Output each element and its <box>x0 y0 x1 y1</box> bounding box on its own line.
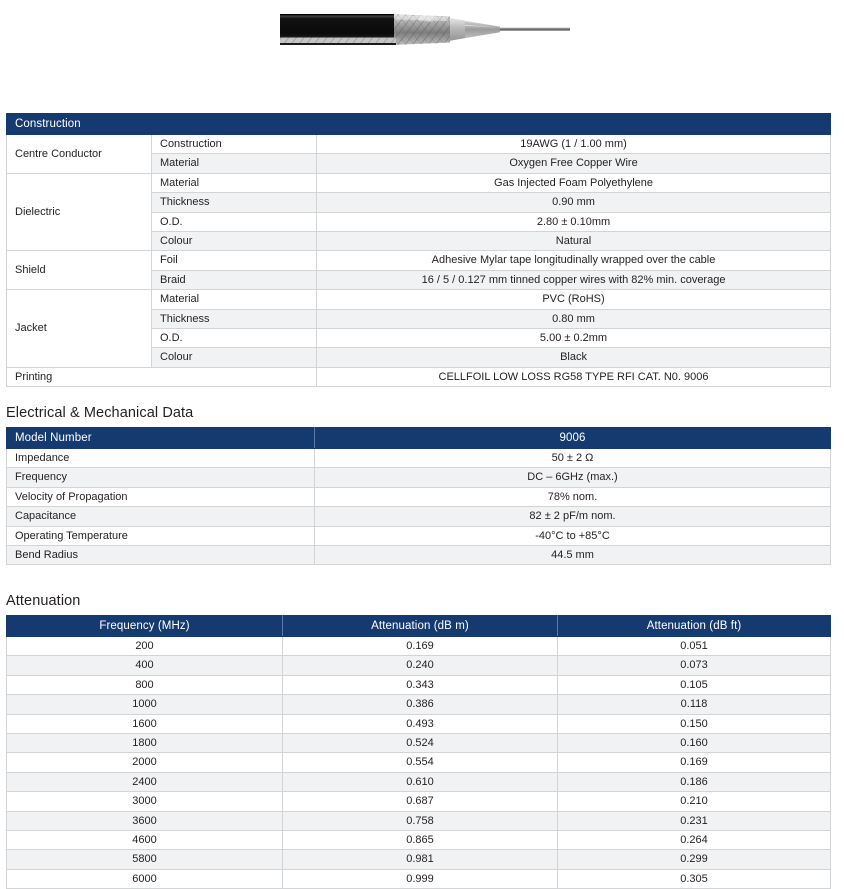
row-label: Braid <box>152 270 317 289</box>
row-label: Operating Temperature <box>7 526 315 545</box>
row-value: 0.80 mm <box>317 309 831 328</box>
table-row <box>7 526 831 545</box>
row-value: 16 / 5 / 0.127 mm tinned copper wires with 82% min. coverage <box>317 270 831 289</box>
cell-atten-dbm: 0.981 <box>283 850 558 869</box>
table-row <box>7 753 831 772</box>
group-label-shield: Shield <box>7 251 152 290</box>
electrical-table-header-row <box>7 428 831 449</box>
row-value: 82 ± 2 pF/m nom. <box>315 507 831 526</box>
cell-atten-dbft: 0.169 <box>558 753 831 772</box>
table-row <box>7 487 831 506</box>
product-image <box>0 0 844 96</box>
cell-atten-dbm: 0.865 <box>283 831 558 850</box>
row-label: Material <box>152 290 317 309</box>
cell-frequency: 6000 <box>7 869 283 888</box>
attenuation-section <box>0 593 831 889</box>
cell-frequency: 400 <box>7 656 283 675</box>
cell-atten-dbft: 0.051 <box>558 637 831 656</box>
column-header-frequency: Frequency (MHz) <box>7 616 283 637</box>
row-value: 5.00 ± 0.2mm <box>317 329 831 348</box>
row-label: Capacitance <box>7 507 315 526</box>
cell-atten-dbft: 0.305 <box>558 869 831 888</box>
table-row <box>7 546 831 565</box>
row-value: Black <box>317 348 831 367</box>
table-row <box>7 675 831 694</box>
cell-atten-dbft: 0.105 <box>558 675 831 694</box>
cell-atten-dbm: 0.758 <box>283 811 558 830</box>
cell-frequency: 4600 <box>7 831 283 850</box>
cell-frequency: 5800 <box>7 850 283 869</box>
table-row <box>7 850 831 869</box>
table-row <box>7 251 831 270</box>
column-header-attenuation-db-m: Attenuation (dB m) <box>283 616 558 637</box>
cell-atten-dbft: 0.264 <box>558 831 831 850</box>
construction-table <box>6 113 831 387</box>
table-row <box>7 449 831 468</box>
group-label-centre-conductor: Centre Conductor <box>7 135 152 174</box>
cell-atten-dbm: 0.524 <box>283 734 558 753</box>
row-value: 0.90 mm <box>317 193 831 212</box>
attenuation-heading: Attenuation <box>6 593 81 609</box>
table-row <box>7 656 831 675</box>
row-label: Thickness <box>152 309 317 328</box>
electrical-section <box>0 405 831 565</box>
electrical-table <box>6 427 831 565</box>
cell-atten-dbm: 0.999 <box>283 869 558 888</box>
row-label: Foil <box>152 251 317 270</box>
cell-atten-dbm: 0.240 <box>283 656 558 675</box>
row-value: 19AWG (1 / 1.00 mm) <box>317 135 831 154</box>
row-label: Colour <box>152 232 317 251</box>
construction-table-header-row <box>7 114 831 135</box>
construction-section <box>0 113 831 387</box>
row-label: Impedance <box>7 449 315 468</box>
cell-atten-dbm: 0.554 <box>283 753 558 772</box>
construction-table-body <box>7 135 831 387</box>
row-value: Natural <box>317 232 831 251</box>
cell-frequency: 1600 <box>7 714 283 733</box>
attenuation-table-header-row <box>7 616 831 637</box>
cell-atten-dbm: 0.610 <box>283 772 558 791</box>
row-value: DC – 6GHz (max.) <box>315 468 831 487</box>
row-label: Bend Radius <box>7 546 315 565</box>
attenuation-table-body <box>7 637 831 889</box>
cell-frequency: 3000 <box>7 792 283 811</box>
attenuation-table <box>6 615 831 889</box>
row-value: -40°C to +85°C <box>315 526 831 545</box>
table-row <box>7 468 831 487</box>
row-label: O.D. <box>152 329 317 348</box>
row-label: Material <box>152 173 317 192</box>
cell-frequency: 1000 <box>7 695 283 714</box>
cell-atten-dbm: 0.169 <box>283 637 558 656</box>
table-row <box>7 695 831 714</box>
row-label: O.D. <box>152 212 317 231</box>
cell-atten-dbft: 0.299 <box>558 850 831 869</box>
table-row <box>7 831 831 850</box>
cell-atten-dbm: 0.386 <box>283 695 558 714</box>
table-row <box>7 714 831 733</box>
row-label: Thickness <box>152 193 317 212</box>
cell-atten-dbft: 0.150 <box>558 714 831 733</box>
row-value: CELLFOIL LOW LOSS RG58 TYPE RFI CAT. N0. 9006 <box>317 367 831 386</box>
cell-atten-dbft: 0.118 <box>558 695 831 714</box>
model-number-value: 9006 <box>315 428 831 449</box>
row-value: 2.80 ± 0.10mm <box>317 212 831 231</box>
cell-atten-dbm: 0.493 <box>283 714 558 733</box>
row-value: 78% nom. <box>315 487 831 506</box>
table-row <box>7 290 831 309</box>
cell-atten-dbft: 0.186 <box>558 772 831 791</box>
table-row <box>7 507 831 526</box>
table-row <box>7 734 831 753</box>
cell-atten-dbft: 0.073 <box>558 656 831 675</box>
cell-atten-dbm: 0.343 <box>283 675 558 694</box>
group-label-jacket: Jacket <box>7 290 152 368</box>
cell-frequency: 2400 <box>7 772 283 791</box>
table-row <box>7 792 831 811</box>
row-value: 44.5 mm <box>315 546 831 565</box>
table-row <box>7 637 831 656</box>
row-label: Construction <box>152 135 317 154</box>
column-header-attenuation-db-ft: Attenuation (dB ft) <box>558 616 831 637</box>
model-number-header: Model Number <box>7 428 315 449</box>
row-value: Adhesive Mylar tape longitudinally wrapped over the cable <box>317 251 831 270</box>
table-row <box>7 367 831 386</box>
cell-atten-dbft: 0.231 <box>558 811 831 830</box>
cell-frequency: 2000 <box>7 753 283 772</box>
row-label: Colour <box>152 348 317 367</box>
row-value: PVC (RoHS) <box>317 290 831 309</box>
row-value: Gas Injected Foam Polyethylene <box>317 173 831 192</box>
cell-frequency: 800 <box>7 675 283 694</box>
coaxial-cable-icon <box>272 0 572 60</box>
row-label: Velocity of Propagation <box>7 487 315 506</box>
cell-frequency: 1800 <box>7 734 283 753</box>
electrical-heading: Electrical & Mechanical Data <box>6 405 194 421</box>
table-row <box>7 811 831 830</box>
group-label-dielectric: Dielectric <box>7 173 152 251</box>
cell-frequency: 3600 <box>7 811 283 830</box>
row-value: 50 ± 2 Ω <box>315 449 831 468</box>
cell-atten-dbm: 0.687 <box>283 792 558 811</box>
cell-atten-dbft: 0.210 <box>558 792 831 811</box>
construction-header-cell: Construction <box>7 114 831 135</box>
row-value: Oxygen Free Copper Wire <box>317 154 831 173</box>
table-row <box>7 772 831 791</box>
table-row <box>7 135 831 154</box>
row-label: Material <box>152 154 317 173</box>
table-row <box>7 173 831 192</box>
row-label: Frequency <box>7 468 315 487</box>
cell-atten-dbft: 0.160 <box>558 734 831 753</box>
row-label: Printing <box>7 367 317 386</box>
centre-conductor-part <box>494 28 570 31</box>
electrical-table-body <box>7 449 831 565</box>
cell-frequency: 200 <box>7 637 283 656</box>
